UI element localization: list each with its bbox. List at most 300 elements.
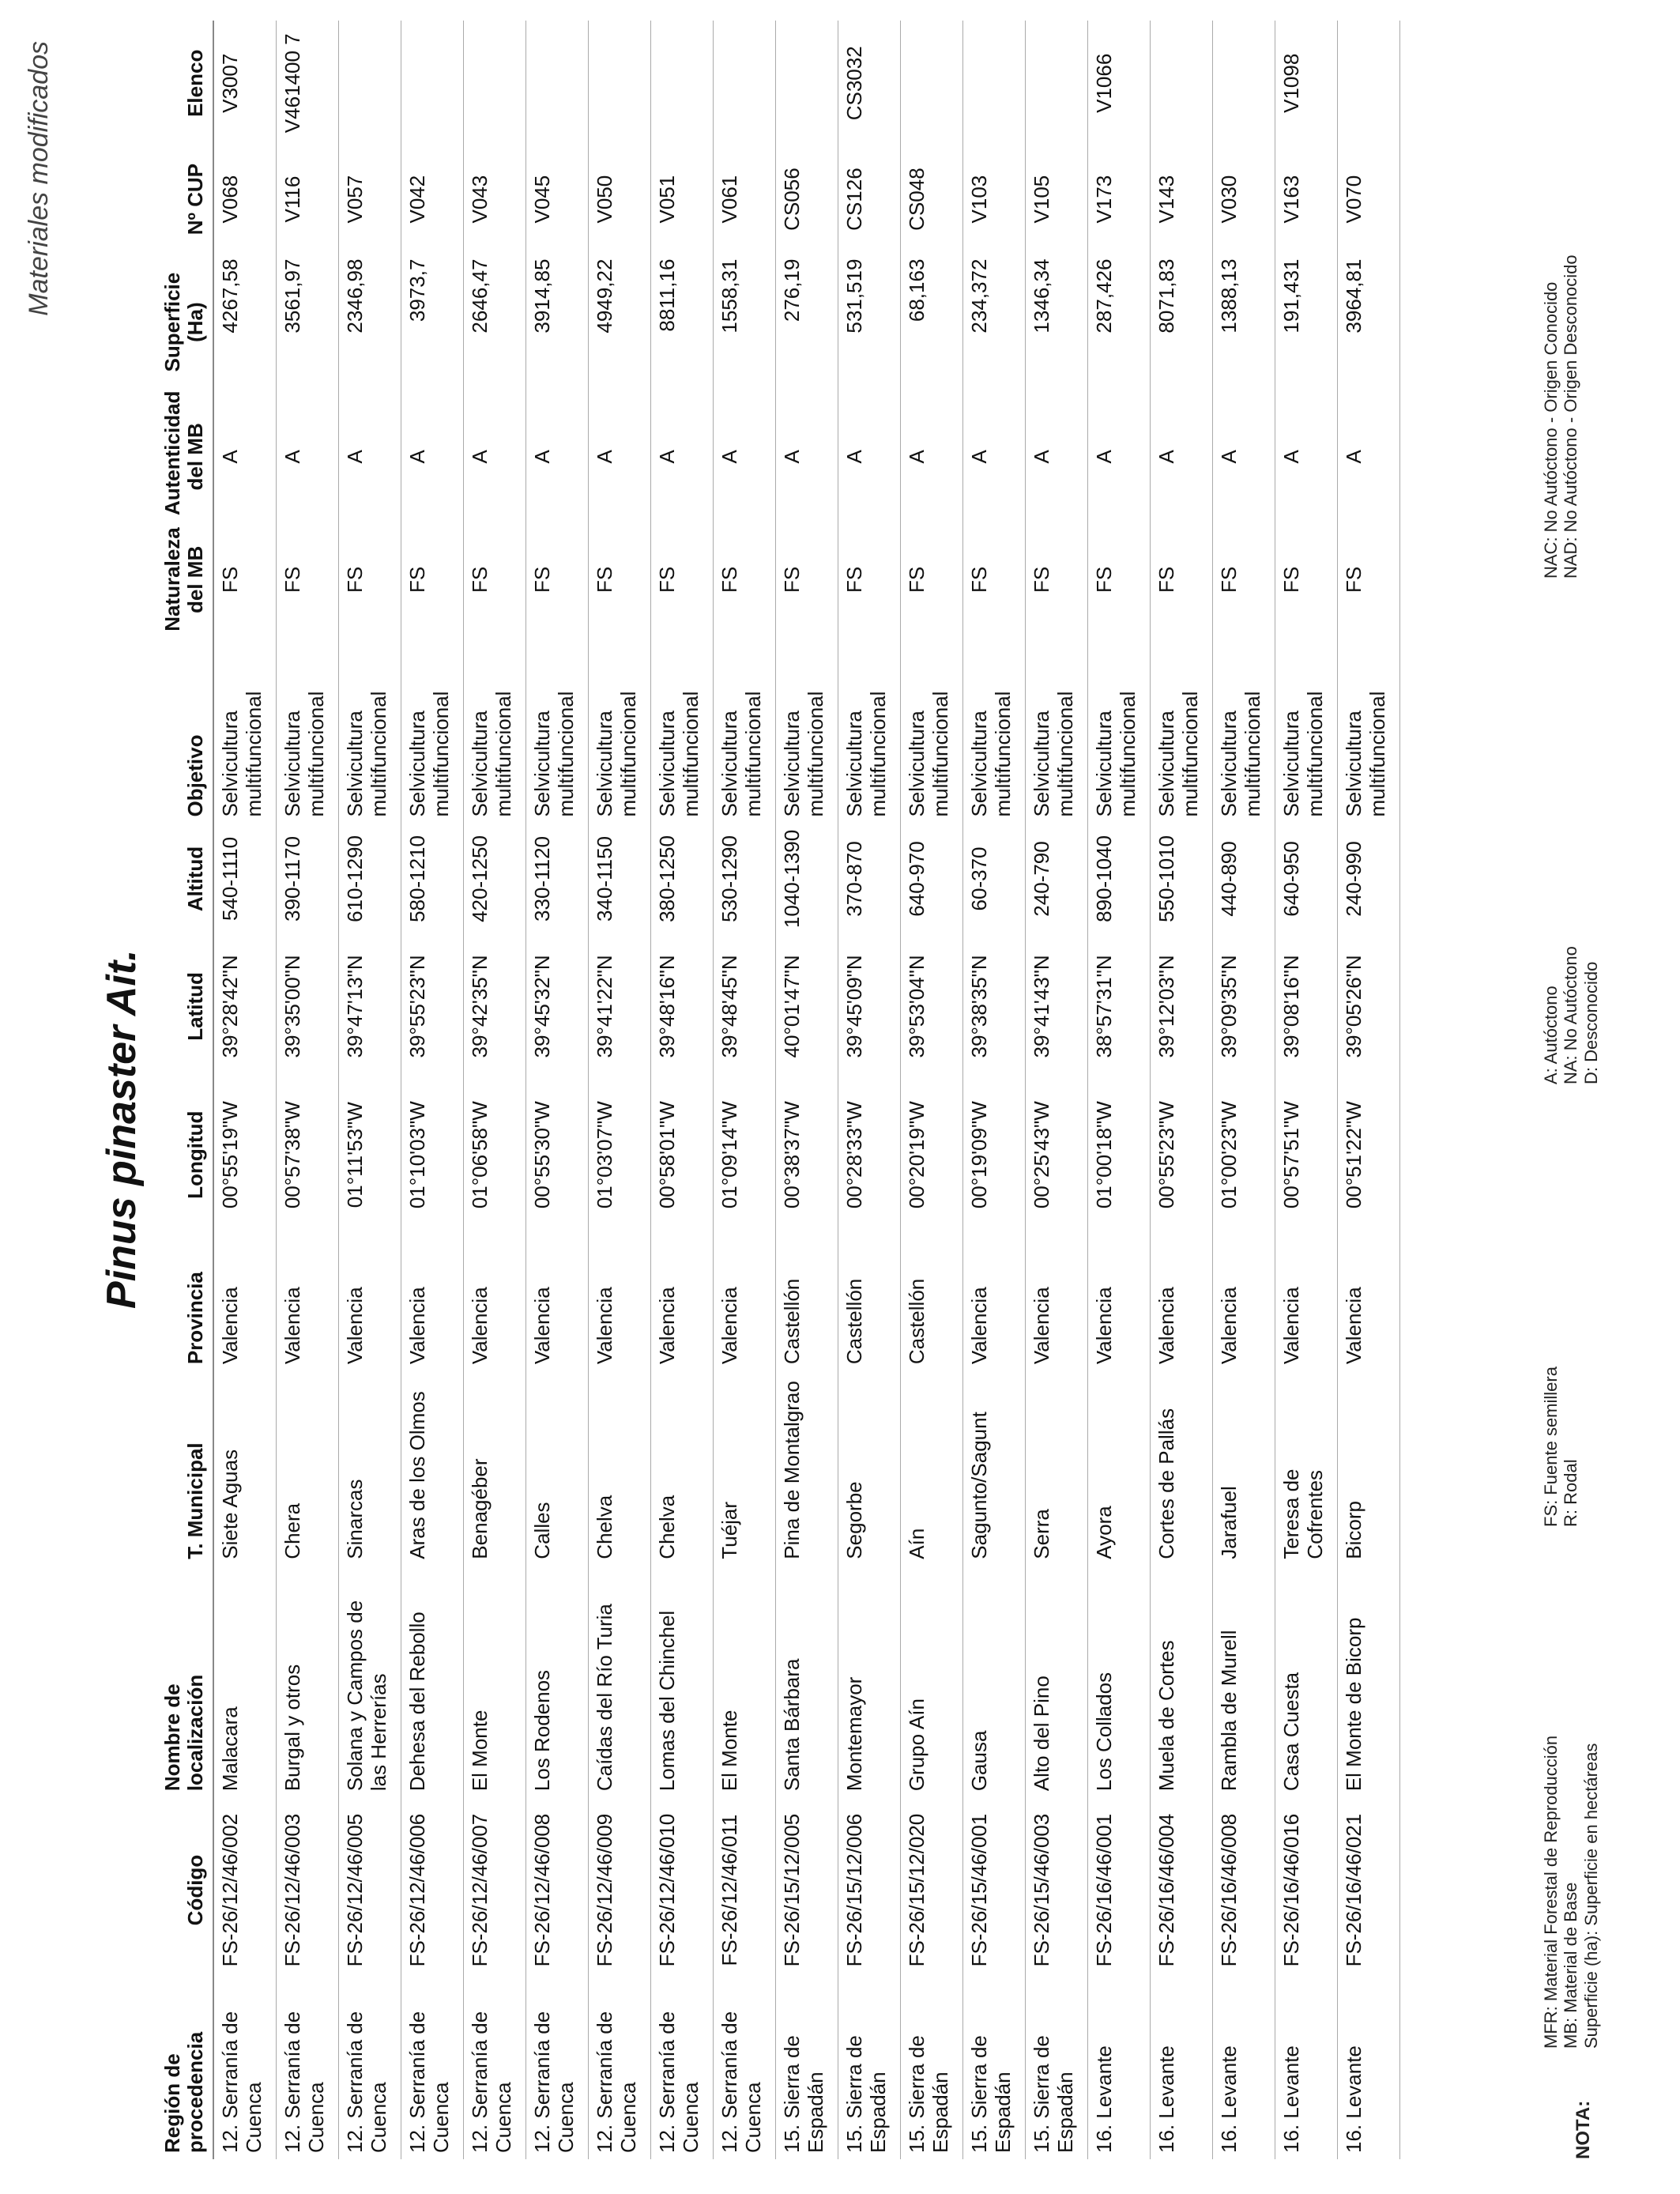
- cell-elenco: CS3032: [838, 21, 901, 146]
- cell-altitude: 240-990: [1338, 824, 1400, 935]
- cell-cup: V030: [1213, 146, 1275, 253]
- notes-group: [1541, 946, 1601, 1084]
- cell-objective: Selvicultura multifuncional: [589, 638, 651, 824]
- cell-objective: Selvicultura multifuncional: [776, 638, 838, 824]
- cell-province: Valencia: [339, 1231, 401, 1370]
- cell-cup: V057: [339, 146, 401, 253]
- table-row: [277, 21, 339, 2159]
- cell-altitude: 440-890: [1213, 824, 1275, 935]
- cell-cup: V068: [213, 146, 277, 253]
- col-header-longitude: Longitud: [158, 1078, 213, 1231]
- cell-nature: FS: [1275, 522, 1338, 638]
- cell-surface: 1346,34: [1026, 253, 1088, 392]
- cell-altitude: 370-870: [838, 824, 901, 935]
- cell-latitude: 39°35'00"N: [277, 934, 339, 1078]
- cell-region: 15. Sierra de Espadán: [776, 1983, 838, 2159]
- cell-objective: Selvicultura multifuncional: [401, 638, 464, 824]
- cell-elenco: [1213, 21, 1275, 146]
- cell-location-name: Rambla de Murell: [1213, 1566, 1275, 1797]
- cell-latitude: 39°28'42"N: [213, 934, 277, 1078]
- base-material-table: [158, 21, 1400, 2159]
- cell-latitude: 39°05'26"N: [1338, 934, 1400, 1078]
- cell-latitude: 39°45'32"N: [526, 934, 589, 1078]
- cell-cup: V051: [651, 146, 714, 253]
- table-row: [589, 21, 651, 2159]
- cell-objective: Selvicultura multifuncional: [277, 638, 339, 824]
- cell-nature: FS: [1088, 522, 1151, 638]
- cell-altitude: 580-1210: [401, 824, 464, 935]
- cell-region: 12. Serranía de Cuenca: [213, 1983, 277, 2159]
- cell-surface: 3973,7: [401, 253, 464, 392]
- cell-location-name: Montemayor: [838, 1566, 901, 1797]
- cell-province: Castellón: [776, 1231, 838, 1370]
- note-line: D: Desconocido: [1580, 961, 1601, 1084]
- cell-code: FS-26/15/12/005: [776, 1797, 838, 1983]
- table-body: [213, 21, 1400, 2159]
- cell-objective: Selvicultura multifuncional: [1275, 638, 1338, 824]
- cell-municipality: Serra: [1026, 1370, 1088, 1566]
- cell-surface: 531,519: [838, 253, 901, 392]
- cell-latitude: 39°47'13"N: [339, 934, 401, 1078]
- cell-code: FS-26/12/46/009: [589, 1797, 651, 1983]
- col-header-nature: Naturaleza del MB: [158, 522, 213, 638]
- cell-location-name: Grupo Aín: [901, 1566, 963, 1797]
- cell-surface: 4267,58: [213, 253, 277, 392]
- col-header-location-name: Nombre de localización: [158, 1566, 213, 1797]
- cell-altitude: 330-1120: [526, 824, 589, 935]
- cell-municipality: Sagunto/Sagunt: [963, 1370, 1026, 1566]
- table-row: [1151, 21, 1213, 2159]
- cell-region: 12. Serranía de Cuenca: [401, 1983, 464, 2159]
- cell-elenco: V3007: [213, 21, 277, 146]
- cell-longitude: 01°03'07"W: [589, 1078, 651, 1231]
- cell-altitude: 610-1290: [339, 824, 401, 935]
- cell-authenticity: A: [1275, 392, 1338, 522]
- cell-cup: V105: [1026, 146, 1088, 253]
- table-row: [838, 21, 901, 2159]
- cell-nature: FS: [213, 522, 277, 638]
- cell-cup: CS126: [838, 146, 901, 253]
- cell-location-name: Caídas del Río Turia: [589, 1566, 651, 1797]
- table-row: [339, 21, 401, 2159]
- cell-surface: 2346,98: [339, 253, 401, 392]
- cell-nature: FS: [1213, 522, 1275, 638]
- cell-code: FS-26/16/46/001: [1088, 1797, 1151, 1983]
- cell-location-name: Muela de Cortes: [1151, 1566, 1213, 1797]
- cell-region: 15. Sierra de Espadán: [1026, 1983, 1088, 2159]
- cell-objective: Selvicultura multifuncional: [1338, 638, 1400, 824]
- cell-objective: Selvicultura multifuncional: [464, 638, 526, 824]
- cell-authenticity: A: [1338, 392, 1400, 522]
- cell-altitude: 530-1290: [714, 824, 776, 935]
- cell-municipality: Calles: [526, 1370, 589, 1566]
- cell-municipality: Bicorp: [1338, 1370, 1400, 1566]
- cell-code: FS-26/16/46/016: [1275, 1797, 1338, 1983]
- cell-altitude: 640-950: [1275, 824, 1338, 935]
- cell-region: 15. Sierra de Espadán: [838, 1983, 901, 2159]
- cell-nature: FS: [277, 522, 339, 638]
- table-row: [714, 21, 776, 2159]
- cell-code: FS-26/16/46/021: [1338, 1797, 1400, 1983]
- cell-authenticity: A: [838, 392, 901, 522]
- cell-municipality: Cortes de Pallás: [1151, 1370, 1213, 1566]
- notes-group: [1541, 1736, 1601, 2049]
- notes-label: NOTA:: [1573, 2100, 1594, 2159]
- cell-municipality: Siete Aguas: [213, 1370, 277, 1566]
- cell-cup: V050: [589, 146, 651, 253]
- cell-cup: CS048: [901, 146, 963, 253]
- cell-cup: V061: [714, 146, 776, 253]
- cell-nature: FS: [464, 522, 526, 638]
- cell-municipality: Jarafuel: [1213, 1370, 1275, 1566]
- notes-group: [1541, 254, 1581, 579]
- cell-objective: Selvicultura multifuncional: [714, 638, 776, 824]
- cell-municipality: Pina de Montalgrao: [776, 1370, 838, 1566]
- cell-nature: FS: [1151, 522, 1213, 638]
- cell-province: Valencia: [1088, 1231, 1151, 1370]
- cell-latitude: 39°45'09"N: [838, 934, 901, 1078]
- cell-municipality: Aín: [901, 1370, 963, 1566]
- table-row: [1275, 21, 1338, 2159]
- table-row: [1338, 21, 1400, 2159]
- cell-province: Valencia: [464, 1231, 526, 1370]
- col-header-province: Provincia: [158, 1231, 213, 1370]
- cell-longitude: 00°51'22"W: [1338, 1078, 1400, 1231]
- cell-region: 16. Levante: [1088, 1983, 1151, 2159]
- cell-longitude: 00°58'01"W: [651, 1078, 714, 1231]
- cell-authenticity: A: [1088, 392, 1151, 522]
- cell-longitude: 00°25'43"W: [1026, 1078, 1088, 1231]
- cell-surface: 234,372: [963, 253, 1026, 392]
- col-header-municipality: T. Municipal: [158, 1370, 213, 1566]
- cell-latitude: 40°01'47"N: [776, 934, 838, 1078]
- cell-region: 15. Sierra de Espadán: [901, 1983, 963, 2159]
- cell-cup: V173: [1088, 146, 1151, 253]
- cell-region: 12. Serranía de Cuenca: [651, 1983, 714, 2159]
- cell-municipality: Benagéber: [464, 1370, 526, 1566]
- cell-surface: 191,431: [1275, 253, 1338, 392]
- cell-objective: Selvicultura multifuncional: [963, 638, 1026, 824]
- cell-location-name: El Monte de Bicorp: [1338, 1566, 1400, 1797]
- cell-region: 16. Levante: [1338, 1983, 1400, 2159]
- cell-altitude: 640-970: [901, 824, 963, 935]
- cell-province: Valencia: [526, 1231, 589, 1370]
- cell-authenticity: A: [277, 392, 339, 522]
- cell-location-name: Malacara: [213, 1566, 277, 1797]
- cell-location-name: Alto del Pino: [1026, 1566, 1088, 1797]
- col-header-code: Código: [158, 1797, 213, 1983]
- cell-latitude: 39°48'45"N: [714, 934, 776, 1078]
- cell-elenco: [963, 21, 1026, 146]
- cell-objective: Selvicultura multifuncional: [838, 638, 901, 824]
- cell-longitude: 00°55'30"W: [526, 1078, 589, 1231]
- cell-location-name: Burgal y otros: [277, 1566, 339, 1797]
- cell-code: FS-26/12/46/011: [714, 1797, 776, 1983]
- col-header-elenco: Elenco: [158, 21, 213, 146]
- cell-nature: FS: [339, 522, 401, 638]
- cell-municipality: Segorbe: [838, 1370, 901, 1566]
- cell-altitude: 60-370: [963, 824, 1026, 935]
- cell-municipality: Sinarcas: [339, 1370, 401, 1566]
- cell-authenticity: A: [1213, 392, 1275, 522]
- cell-province: Valencia: [1338, 1231, 1400, 1370]
- cell-cup: V163: [1275, 146, 1338, 253]
- cell-cup: V045: [526, 146, 589, 253]
- note-line: R: Rodal: [1561, 1459, 1581, 1527]
- cell-latitude: 39°08'16"N: [1275, 934, 1338, 1078]
- cell-cup: V143: [1151, 146, 1213, 253]
- table-row: [776, 21, 838, 2159]
- cell-altitude: 240-790: [1026, 824, 1088, 935]
- table-row: [1213, 21, 1275, 2159]
- cell-latitude: 39°48'16"N: [651, 934, 714, 1078]
- cell-location-name: Solana y Campos de las Herrerías: [339, 1566, 401, 1797]
- cell-authenticity: A: [1151, 392, 1213, 522]
- cell-nature: FS: [901, 522, 963, 638]
- cell-elenco: [464, 21, 526, 146]
- cell-latitude: 39°41'43"N: [1026, 934, 1088, 1078]
- cell-location-name: Casa Cuesta: [1275, 1566, 1338, 1797]
- table-row: [464, 21, 526, 2159]
- cell-cup: V116: [277, 146, 339, 253]
- note-line: MB: Material de Base: [1561, 1882, 1581, 2049]
- cell-latitude: 38°57'31"N: [1088, 934, 1151, 1078]
- cell-surface: 3964,81: [1338, 253, 1400, 392]
- species-title: Pinus pinaster Ait.: [99, 949, 145, 1309]
- cell-elenco: V461400 7: [277, 21, 339, 146]
- cell-province: Valencia: [1026, 1231, 1088, 1370]
- cell-region: 16. Levante: [1213, 1983, 1275, 2159]
- cell-surface: 1558,31: [714, 253, 776, 392]
- cell-location-name: Santa Bárbara: [776, 1566, 838, 1797]
- cell-region: 12. Serranía de Cuenca: [277, 1983, 339, 2159]
- table-row: [901, 21, 963, 2159]
- cell-objective: Selvicultura multifuncional: [1088, 638, 1151, 824]
- col-header-altitude: Altitud: [158, 824, 213, 935]
- cell-objective: Selvicultura multifuncional: [213, 638, 277, 824]
- cell-code: FS-26/15/12/006: [838, 1797, 901, 1983]
- cell-longitude: 00°38'37"W: [776, 1078, 838, 1231]
- table-header-row: [158, 21, 213, 2159]
- col-header-surface: Superficie (Ha): [158, 253, 213, 392]
- cell-nature: FS: [714, 522, 776, 638]
- cell-authenticity: A: [1026, 392, 1088, 522]
- cell-code: FS-26/12/46/010: [651, 1797, 714, 1983]
- cell-latitude: 39°42'35"N: [464, 934, 526, 1078]
- cell-code: FS-26/12/46/005: [339, 1797, 401, 1983]
- cell-authenticity: A: [464, 392, 526, 522]
- cell-cup: V103: [963, 146, 1026, 253]
- note-line: NAC: No Autóctono - Origen Conocido: [1541, 281, 1561, 579]
- cell-province: Castellón: [838, 1231, 901, 1370]
- cell-code: FS-26/12/46/007: [464, 1797, 526, 1983]
- cell-nature: FS: [1338, 522, 1400, 638]
- cell-surface: 4949,22: [589, 253, 651, 392]
- cell-authenticity: A: [339, 392, 401, 522]
- cell-authenticity: A: [651, 392, 714, 522]
- cell-location-name: El Monte: [464, 1566, 526, 1797]
- table-row: [401, 21, 464, 2159]
- cell-region: 16. Levante: [1275, 1983, 1338, 2159]
- cell-nature: FS: [776, 522, 838, 638]
- cell-province: Castellón: [901, 1231, 963, 1370]
- cell-elenco: [1338, 21, 1400, 146]
- col-header-latitude: Latitud: [158, 934, 213, 1078]
- cell-cup: V042: [401, 146, 464, 253]
- cell-municipality: Teresa de Cofrentes: [1275, 1370, 1338, 1566]
- cell-location-name: Gausa: [963, 1566, 1026, 1797]
- notes-section: [1541, 57, 1659, 2159]
- cell-longitude: 00°57'38"W: [277, 1078, 339, 1231]
- cell-authenticity: A: [526, 392, 589, 522]
- col-header-objective: Objetivo: [158, 638, 213, 824]
- table-row: [1088, 21, 1151, 2159]
- cell-latitude: 39°55'23"N: [401, 934, 464, 1078]
- cell-region: 12. Serranía de Cuenca: [464, 1983, 526, 2159]
- cell-authenticity: A: [401, 392, 464, 522]
- cell-objective: Selvicultura multifuncional: [1026, 638, 1088, 824]
- cell-objective: Selvicultura multifuncional: [526, 638, 589, 824]
- cell-nature: FS: [1026, 522, 1088, 638]
- cell-elenco: [339, 21, 401, 146]
- cell-code: FS-26/15/46/003: [1026, 1797, 1088, 1983]
- cell-surface: 8071,83: [1151, 253, 1213, 392]
- table-row: [213, 21, 277, 2159]
- cell-latitude: 39°41'22"N: [589, 934, 651, 1078]
- cell-elenco: [401, 21, 464, 146]
- cell-municipality: Ayora: [1088, 1370, 1151, 1566]
- cell-nature: FS: [651, 522, 714, 638]
- cell-nature: FS: [838, 522, 901, 638]
- col-header-region: Región de procedencia: [158, 1983, 213, 2159]
- cell-altitude: 390-1170: [277, 824, 339, 935]
- cell-code: FS-26/12/46/008: [526, 1797, 589, 1983]
- cell-authenticity: A: [776, 392, 838, 522]
- cell-location-name: Dehesa del Rebollo: [401, 1566, 464, 1797]
- cell-longitude: 01°10'03"W: [401, 1078, 464, 1231]
- cell-longitude: 00°55'19"W: [213, 1078, 277, 1231]
- cell-longitude: 00°19'09"W: [963, 1078, 1026, 1231]
- page-header-label: Materiales modificados: [24, 41, 54, 316]
- cell-nature: FS: [526, 522, 589, 638]
- cell-cup: V043: [464, 146, 526, 253]
- cell-code: FS-26/16/46/004: [1151, 1797, 1213, 1983]
- col-header-cup: Nº CUP: [158, 146, 213, 253]
- cell-authenticity: A: [213, 392, 277, 522]
- cell-code: FS-26/16/46/008: [1213, 1797, 1275, 1983]
- cell-authenticity: A: [901, 392, 963, 522]
- cell-objective: Selvicultura multifuncional: [1151, 638, 1213, 824]
- cell-code: FS-26/12/46/003: [277, 1797, 339, 1983]
- cell-region: 12. Serranía de Cuenca: [339, 1983, 401, 2159]
- cell-latitude: 39°53'04"N: [901, 934, 963, 1078]
- cell-longitude: 00°28'33"W: [838, 1078, 901, 1231]
- cell-location-name: Los Rodenos: [526, 1566, 589, 1797]
- cell-location-name: El Monte: [714, 1566, 776, 1797]
- table-row: [1026, 21, 1088, 2159]
- cell-province: Valencia: [1275, 1231, 1338, 1370]
- cell-altitude: 380-1250: [651, 824, 714, 935]
- cell-surface: 2646,47: [464, 253, 526, 392]
- cell-objective: Selvicultura multifuncional: [651, 638, 714, 824]
- cell-region: 15. Sierra de Espadán: [963, 1983, 1026, 2159]
- cell-latitude: 39°38'35"N: [963, 934, 1026, 1078]
- cell-elenco: [1026, 21, 1088, 146]
- cell-longitude: 00°57'51"W: [1275, 1078, 1338, 1231]
- cell-longitude: 00°55'23"W: [1151, 1078, 1213, 1231]
- cell-elenco: V1098: [1275, 21, 1338, 146]
- cell-province: Valencia: [277, 1231, 339, 1370]
- cell-province: Valencia: [963, 1231, 1026, 1370]
- cell-province: Valencia: [1151, 1231, 1213, 1370]
- cell-latitude: 39°09'35"N: [1213, 934, 1275, 1078]
- cell-surface: 3561,97: [277, 253, 339, 392]
- cell-surface: 3914,85: [526, 253, 589, 392]
- col-header-authenticity: Autenticidad del MB: [158, 392, 213, 522]
- cell-longitude: 01°00'18"W: [1088, 1078, 1151, 1231]
- cell-code: FS-26/12/46/002: [213, 1797, 277, 1983]
- cell-elenco: [901, 21, 963, 146]
- cell-nature: FS: [401, 522, 464, 638]
- cell-longitude: 00°20'19"W: [901, 1078, 963, 1231]
- cell-longitude: 01°06'58"W: [464, 1078, 526, 1231]
- cell-code: FS-26/12/46/006: [401, 1797, 464, 1983]
- cell-altitude: 420-1250: [464, 824, 526, 935]
- cell-municipality: Chera: [277, 1370, 339, 1566]
- cell-region: 16. Levante: [1151, 1983, 1213, 2159]
- cell-elenco: V1066: [1088, 21, 1151, 146]
- note-line: A: Autóctono: [1541, 986, 1561, 1084]
- note-line: Superficie (ha): Superficie en hectáreas: [1580, 1743, 1601, 2049]
- cell-elenco: [1151, 21, 1213, 146]
- cell-longitude: 01°00'23"W: [1213, 1078, 1275, 1231]
- table-row: [526, 21, 589, 2159]
- cell-elenco: [589, 21, 651, 146]
- cell-cup: CS056: [776, 146, 838, 253]
- table-row: [651, 21, 714, 2159]
- cell-surface: 68,163: [901, 253, 963, 392]
- cell-objective: Selvicultura multifuncional: [339, 638, 401, 824]
- cell-code: FS-26/15/46/001: [963, 1797, 1026, 1983]
- cell-authenticity: A: [589, 392, 651, 522]
- cell-longitude: 01°11'53"W: [339, 1078, 401, 1231]
- cell-region: 12. Serranía de Cuenca: [526, 1983, 589, 2159]
- cell-surface: 276,19: [776, 253, 838, 392]
- cell-province: Valencia: [714, 1231, 776, 1370]
- cell-altitude: 540-1110: [213, 824, 277, 935]
- table-row: [963, 21, 1026, 2159]
- note-line: NA: No Autóctono: [1561, 946, 1581, 1084]
- cell-authenticity: A: [963, 392, 1026, 522]
- cell-authenticity: A: [714, 392, 776, 522]
- cell-objective: Selvicultura multifuncional: [1213, 638, 1275, 824]
- cell-location-name: Los Collados: [1088, 1566, 1151, 1797]
- cell-region: 12. Serranía de Cuenca: [589, 1983, 651, 2159]
- cell-altitude: 890-1040: [1088, 824, 1151, 935]
- cell-province: Valencia: [651, 1231, 714, 1370]
- cell-municipality: Chelva: [651, 1370, 714, 1566]
- cell-province: Valencia: [401, 1231, 464, 1370]
- note-line: NAD: No Autóctono - Origen Desconocido: [1561, 254, 1581, 579]
- cell-surface: 1388,13: [1213, 253, 1275, 392]
- cell-surface: 287,426: [1088, 253, 1151, 392]
- cell-surface: 8811,16: [651, 253, 714, 392]
- cell-elenco: [651, 21, 714, 146]
- cell-region: 12. Serranía de Cuenca: [714, 1983, 776, 2159]
- cell-location-name: Lomas del Chinchel: [651, 1566, 714, 1797]
- cell-municipality: Chelva: [589, 1370, 651, 1566]
- cell-elenco: [776, 21, 838, 146]
